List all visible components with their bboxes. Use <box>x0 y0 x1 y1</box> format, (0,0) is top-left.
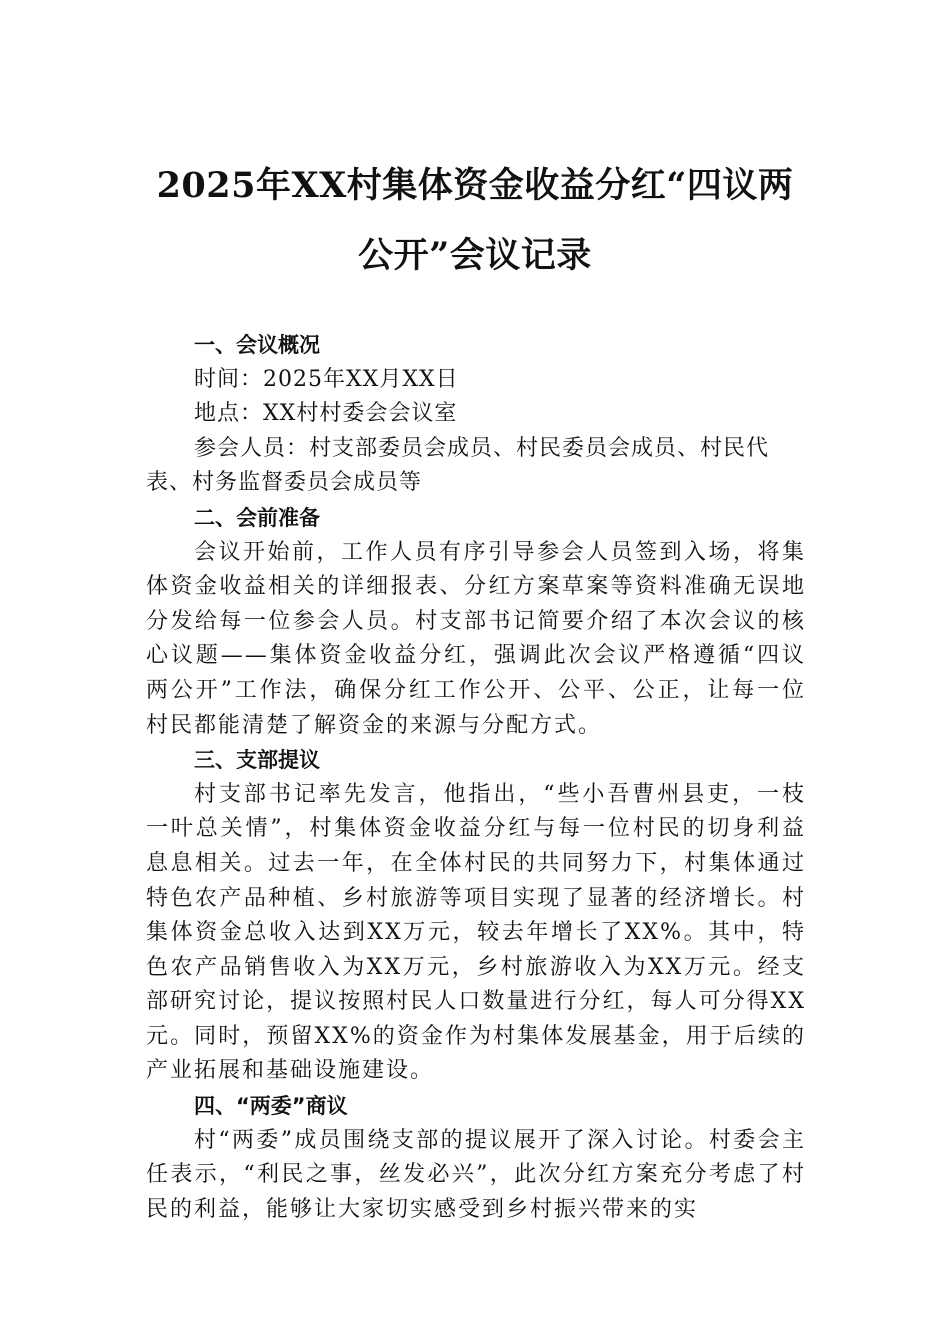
paragraph-committee-discussion: 村“两委”成员围绕支部的提议展开了深入讨论。村委会主任表示，“利民之事，丝发必兴”，此次分红方案充分考虑了村民的利益，能够让大家切实感受到乡村振兴带来的实 <box>146 1127 806 1222</box>
document-title-line-1: 2025年XX村集体资金收益分红“四议两 <box>156 165 794 206</box>
document-title-line-2: 公开”会议记录 <box>358 235 592 276</box>
section-heading-overview: 一、会议概况 <box>194 333 320 357</box>
paragraph-preparation: 会议开始前，工作人员有序引导参会人员签到入场，将集体资金收益相关的详细报表、分红方案草案等资料准确无误地分发给每一位参会人员。村支部书记简要介绍了本次会议的核心议题——集体资金收益分红，强调此次会议严格遵循“四议两公开”工作法，确保分红工作公开、公平、公正，让每一位村民都能清楚了解资金的来源与分配方式。 <box>146 539 806 738</box>
meeting-place: 地点：XX村村委会会议室 <box>194 401 458 427</box>
section-heading-branch-proposal: 三、支部提议 <box>194 748 320 773</box>
paragraph-branch-proposal: 村支部书记率先发言，他指出，“些小吾曹州县吏，一枝一叶总关情”，村集体资金收益分红与每一位村民的切身利益息息相关。过去一年，在全体村民的共同努力下，村集体通过特色农产品种植、乡村旅游等项目实现了显著的经济增长。村集体资金总收入达到XX万元，较去年增长了XX%。其中，特色农产品销售收入为XX万元，乡村旅游收入为XX万元。经支部研究讨论，提议按照村民人口数量进行分红，每人可分得XX元。同时，预留XX%的资金作为村集体发展基金，用于后续的产业拓展和基础设施建设。 <box>146 781 806 1084</box>
meeting-attendees: 参会人员：村支部委员会成员、村民委员会成员、村民代表、村务监督委员会成员等 <box>146 435 770 496</box>
meeting-time: 时间：2025年XX月XX日 <box>194 366 459 392</box>
section-heading-committee-discussion: 四、“两委”商议 <box>194 1094 348 1119</box>
section-heading-preparation: 二、会前准备 <box>194 505 320 530</box>
document-body <box>146 328 806 1227</box>
